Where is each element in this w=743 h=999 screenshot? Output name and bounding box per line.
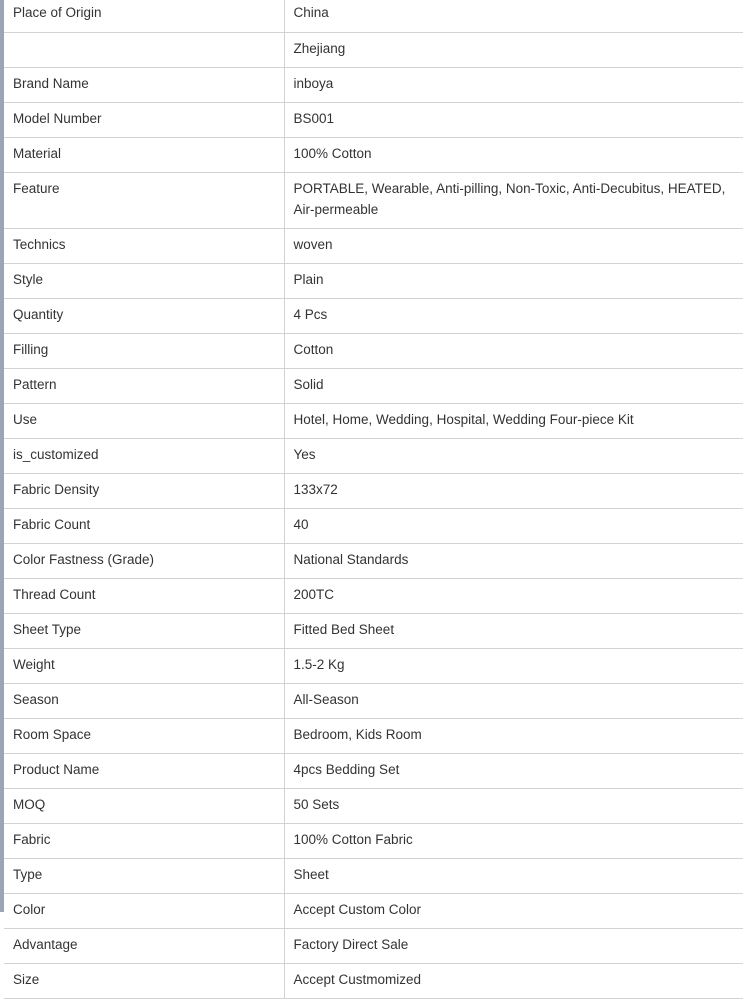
spec-value: woven [284, 228, 743, 263]
spec-value: National Standards [284, 543, 743, 578]
spec-label: Brand Name [4, 67, 284, 102]
spec-value: Zhejiang [284, 32, 743, 67]
spec-value: 50 Sets [284, 788, 743, 823]
spec-label: Use [4, 403, 284, 438]
spec-label: Filling [4, 333, 284, 368]
table-row [4, 578, 743, 613]
spec-value: Sheet [284, 858, 743, 893]
spec-label: Sheet Type [4, 613, 284, 648]
spec-value: 200TC [284, 578, 743, 613]
spec-label: Feature [4, 172, 284, 228]
spec-value: China [284, 0, 743, 32]
spec-value: Bedroom, Kids Room [284, 718, 743, 753]
spec-label: Weight [4, 648, 284, 683]
spec-label: Color Fastness (Grade) [4, 543, 284, 578]
spec-label: Quantity [4, 298, 284, 333]
spec-value: inboya [284, 67, 743, 102]
spec-label [4, 32, 284, 67]
spec-value: Fitted Bed Sheet [284, 613, 743, 648]
spec-value: Accept Custom Color [284, 893, 743, 928]
spec-label: Thread Count [4, 578, 284, 613]
table-row [4, 438, 743, 473]
spec-label: Size [4, 963, 284, 998]
spec-label: Model Number [4, 102, 284, 137]
table-row [4, 648, 743, 683]
table-row [4, 473, 743, 508]
spec-label: Product Name [4, 753, 284, 788]
table-row [4, 172, 743, 228]
table-row [4, 963, 743, 998]
spec-value: PORTABLE, Wearable, Anti-pilling, Non-Toxic, Anti-Decubitus, HEATED, Air-permeable [284, 172, 743, 228]
spec-value: 100% Cotton Fabric [284, 823, 743, 858]
spec-label: Technics [4, 228, 284, 263]
spec-label: MOQ [4, 788, 284, 823]
table-row [4, 823, 743, 858]
spec-value: 40 [284, 508, 743, 543]
table-row [4, 0, 743, 32]
spec-label: Type [4, 858, 284, 893]
spec-label: Fabric [4, 823, 284, 858]
table-row [4, 683, 743, 718]
spec-label: is_customized [4, 438, 284, 473]
spec-value: Factory Direct Sale [284, 928, 743, 963]
table-row [4, 928, 743, 963]
table-row [4, 333, 743, 368]
specs-table [4, 0, 743, 999]
spec-value: All-Season [284, 683, 743, 718]
spec-label: Advantage [4, 928, 284, 963]
table-row [4, 298, 743, 333]
table-row [4, 718, 743, 753]
spec-label: Fabric Count [4, 508, 284, 543]
table-row [4, 858, 743, 893]
table-row [4, 543, 743, 578]
table-row [4, 893, 743, 928]
spec-label: Style [4, 263, 284, 298]
spec-value: 4pcs Bedding Set [284, 753, 743, 788]
table-row [4, 32, 743, 67]
spec-value: Hotel, Home, Wedding, Hospital, Wedding Four-piece Kit [284, 403, 743, 438]
spec-value: Cotton [284, 333, 743, 368]
table-row [4, 67, 743, 102]
table-row [4, 263, 743, 298]
spec-value: Yes [284, 438, 743, 473]
spec-value: BS001 [284, 102, 743, 137]
table-row [4, 613, 743, 648]
spec-value: 1.5-2 Kg [284, 648, 743, 683]
table-row [4, 368, 743, 403]
table-row [4, 102, 743, 137]
table-row [4, 788, 743, 823]
spec-value: 4 Pcs [284, 298, 743, 333]
spec-value: Solid [284, 368, 743, 403]
table-row [4, 508, 743, 543]
table-row [4, 753, 743, 788]
spec-value: 100% Cotton [284, 137, 743, 172]
spec-value: Plain [284, 263, 743, 298]
table-row [4, 137, 743, 172]
spec-label: Color [4, 893, 284, 928]
spec-label: Pattern [4, 368, 284, 403]
spec-label: Material [4, 137, 284, 172]
table-row [4, 403, 743, 438]
spec-label: Season [4, 683, 284, 718]
spec-label: Fabric Density [4, 473, 284, 508]
table-row [4, 228, 743, 263]
spec-value: 133x72 [284, 473, 743, 508]
spec-label: Room Space [4, 718, 284, 753]
spec-label: Place of Origin [4, 0, 284, 32]
spec-value: Accept Custmomized [284, 963, 743, 998]
